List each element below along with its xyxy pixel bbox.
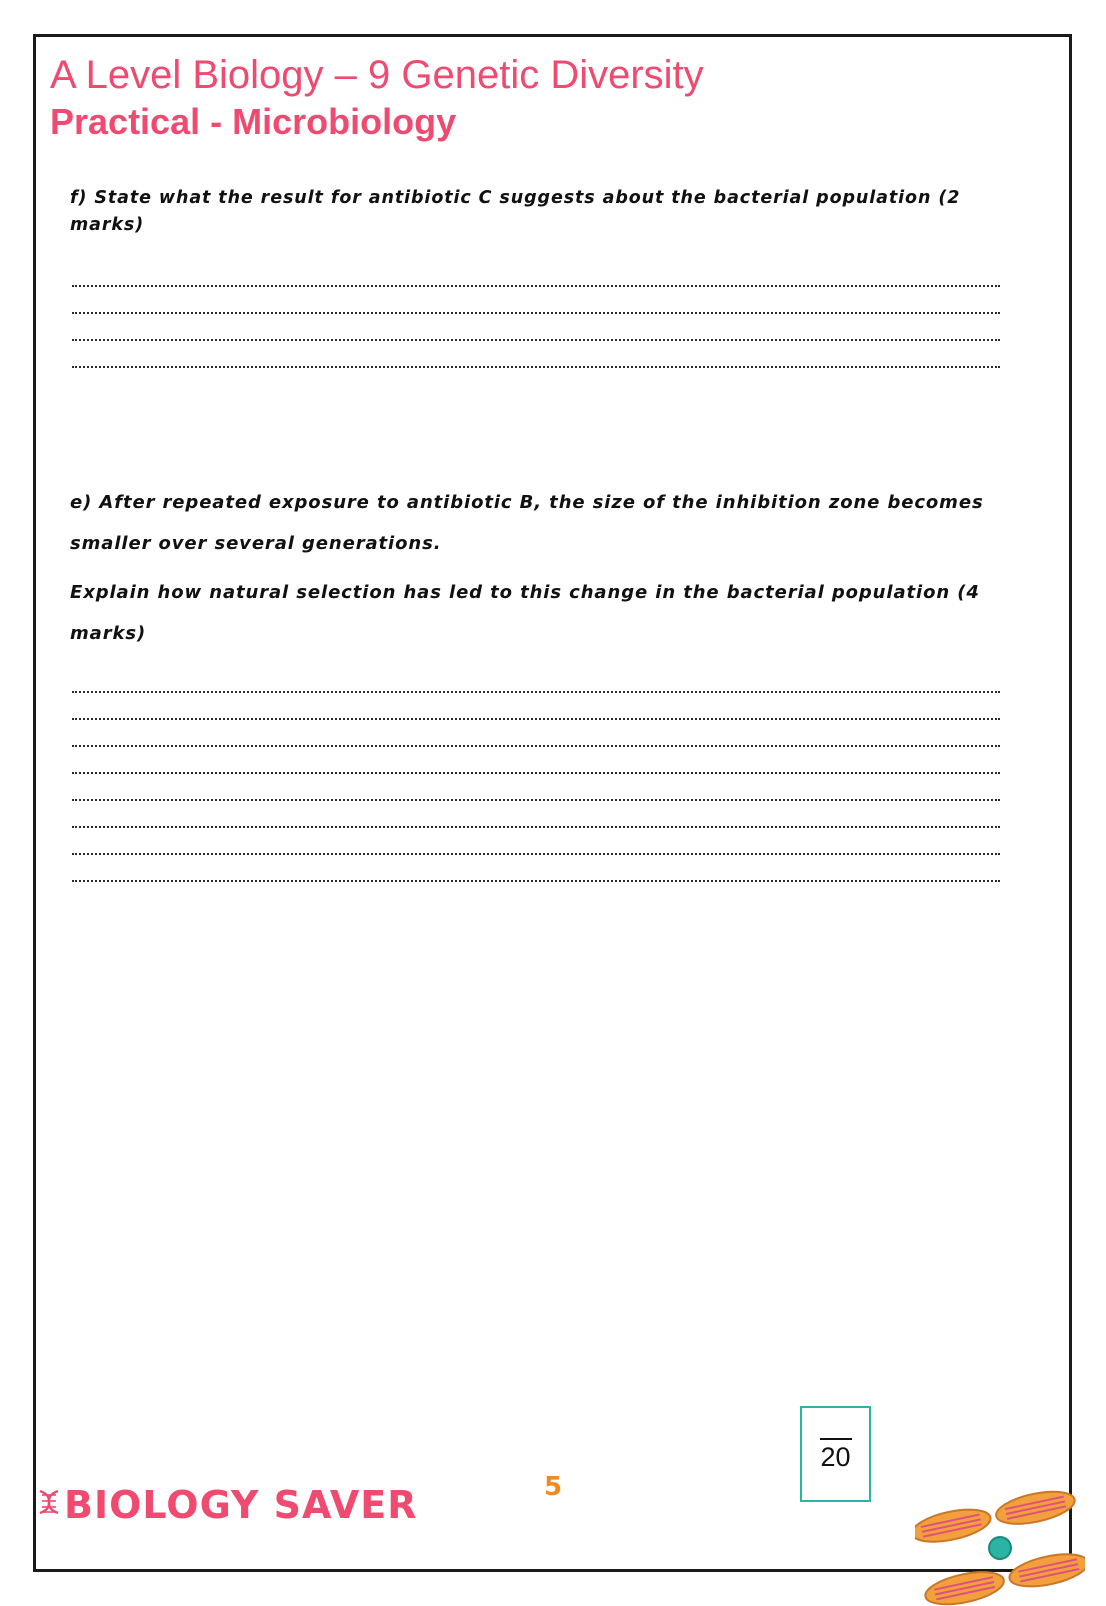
page-title: A Level Biology – 9 Genetic Diversity xyxy=(50,53,704,97)
page-header xyxy=(50,52,1010,144)
answer-line[interactable] xyxy=(72,314,1000,341)
brand-logo xyxy=(36,1483,418,1527)
answer-line[interactable] xyxy=(72,341,1000,368)
question-f-answer-lines[interactable] xyxy=(72,260,1000,368)
answer-line[interactable] xyxy=(72,260,1000,287)
brand-logo-text: BIOLOGY SAVER xyxy=(64,1483,418,1527)
answer-line[interactable] xyxy=(72,720,1000,747)
chromosome-icon xyxy=(915,1490,1085,1606)
answer-line[interactable] xyxy=(72,693,1000,720)
answer-line[interactable] xyxy=(72,666,1000,693)
answer-line[interactable] xyxy=(72,828,1000,855)
page-number: 5 xyxy=(543,1472,563,1502)
marks-total-value: 20 xyxy=(820,1441,851,1472)
answer-line[interactable] xyxy=(72,801,1000,828)
dna-icon xyxy=(36,1490,62,1520)
question-e-answer-lines[interactable] xyxy=(72,666,1000,882)
question-f-text: f) State what the result for antibiotic C suggests about the bacterial population (2 marks) xyxy=(70,188,961,236)
answer-line[interactable] xyxy=(72,774,1000,801)
answer-line[interactable] xyxy=(72,747,1000,774)
marks-divider xyxy=(820,1438,852,1440)
page-subtitle: Practical - Microbiology xyxy=(50,101,457,143)
answer-line[interactable] xyxy=(72,287,1000,314)
answer-line[interactable] xyxy=(72,855,1000,882)
question-e-text-part2: Explain how natural selection has led to this change in the bacterial population (4 marks) xyxy=(70,582,980,645)
question-e-text: e) After repeated exposure to antibiotic B, the size of the inhibition zone becomes smaller over several generations. xyxy=(70,492,984,555)
